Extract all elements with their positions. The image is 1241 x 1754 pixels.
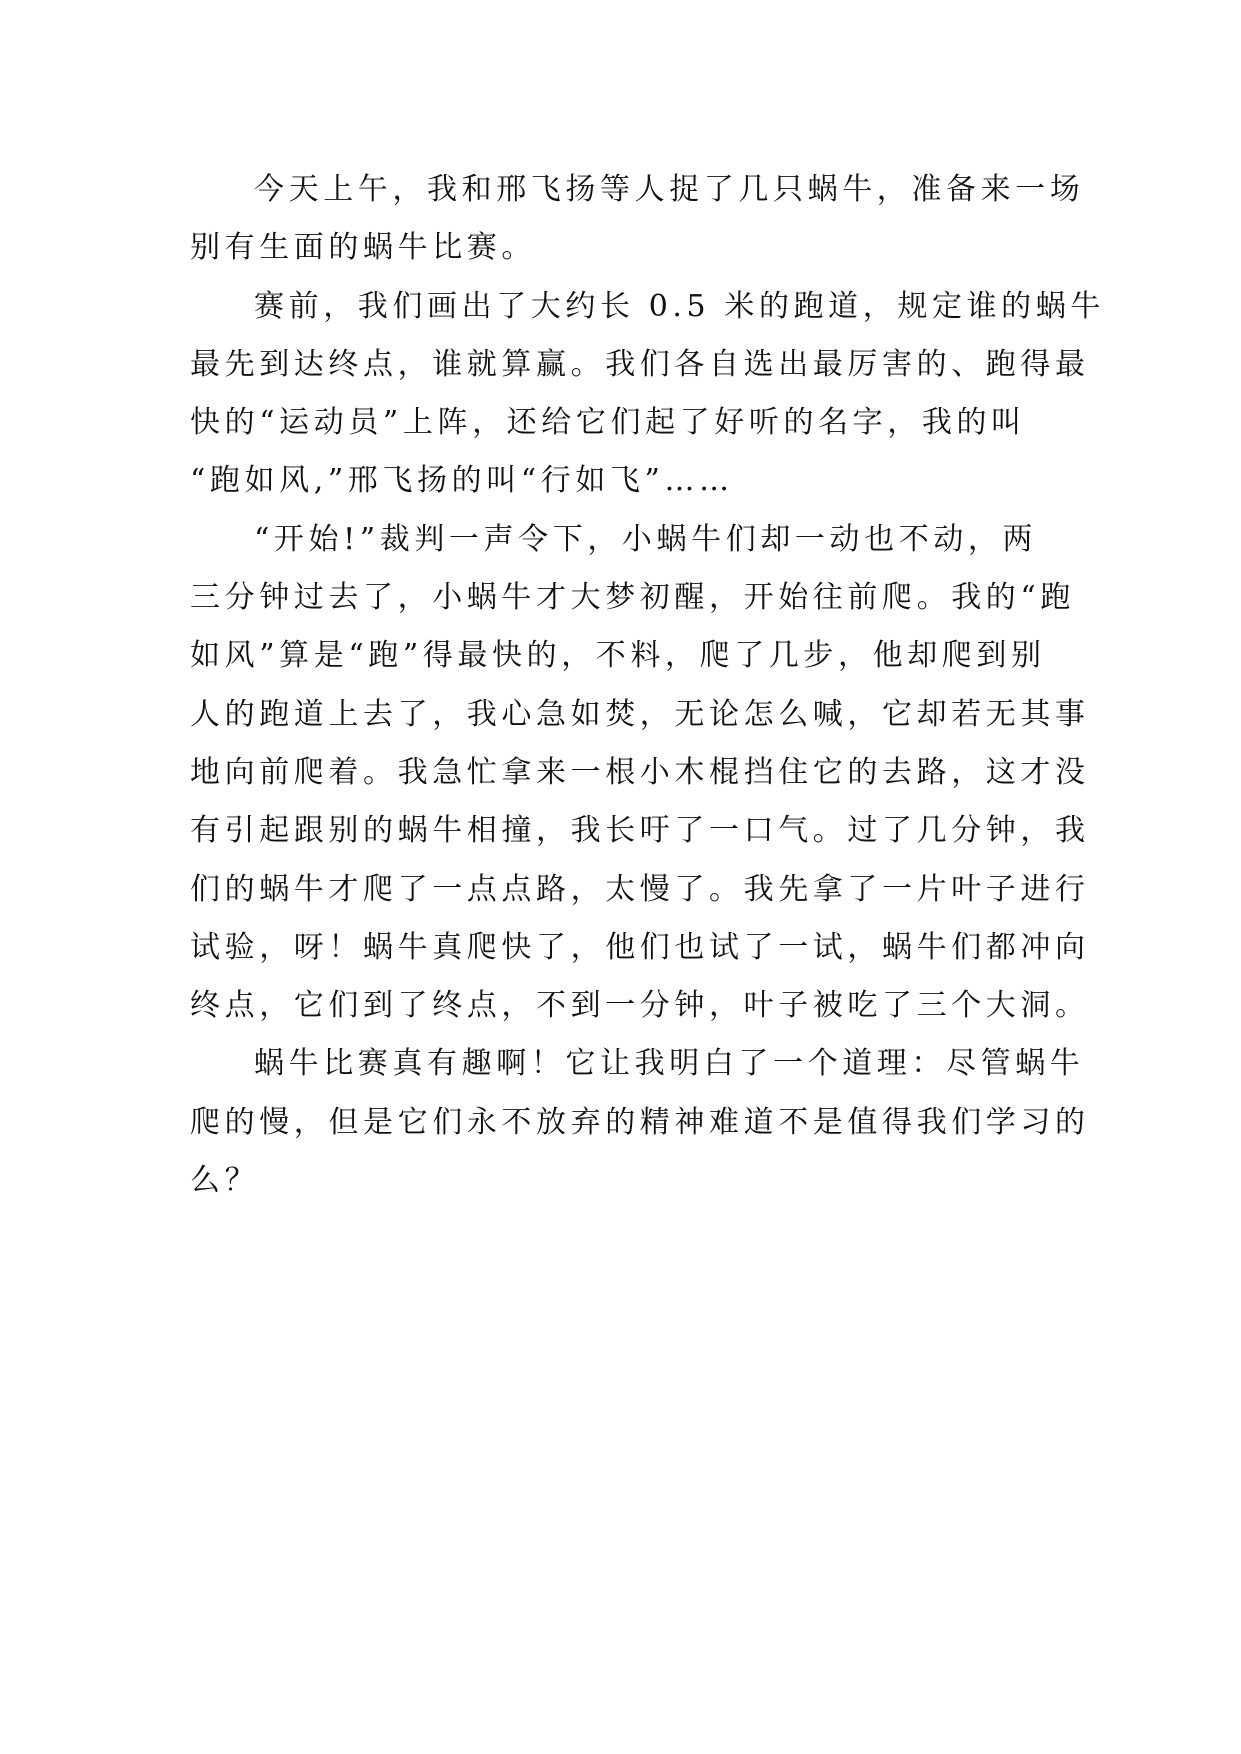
essay-line: 终点，它们到了终点，不到一分钟，叶子被吃了三个大洞。	[190, 988, 1090, 1024]
essay-line: 如风”算是“跑”得最快的，不料，爬了几步，他却爬到别	[190, 638, 1046, 674]
essay-line: 别有生面的蜗牛比赛。	[190, 230, 536, 266]
essay-line: 赛前，我们画出了大约长 0.5 米的跑道，规定谁的蜗牛	[254, 288, 1105, 324]
essay-line: 地向前爬着。我急忙拿来一根小木棍挡住它的去路，这才没	[190, 754, 1090, 790]
essay-line: 今天上午，我和邢飞扬等人捉了几只蜗牛，准备来一场	[254, 172, 1085, 207]
essay-line: “开始!”裁判一声令下，小蜗牛们却一动也不动，两	[254, 521, 1038, 557]
essay-line: 们的蜗牛才爬了一点点路，太慢了。我先拿了一片叶子进行	[190, 871, 1090, 907]
essay-line: 快的“运动员”上阵，还给它们起了好听的名字，我的叫	[190, 405, 1026, 441]
essay-line: 爬的慢，但是它们永不放弃的精神难道不是值得我们学习的	[190, 1104, 1090, 1140]
essay-line: 三分钟过去了，小蜗牛才大梦初醒，开始往前爬。我的“跑	[190, 580, 1075, 616]
essay-line: “跑如风,”邢飞扬的叫“行如飞”……	[190, 463, 734, 499]
essay-line: 试验，呀！蜗牛真爬快了，他们也试了一试，蜗牛们都冲向	[190, 929, 1090, 965]
essay-body	[190, 161, 1105, 1210]
essay-line: 有引起跟别的蜗牛相撞，我长吁了一口气。过了几分钟，我	[190, 813, 1090, 849]
essay-line: 么？	[190, 1163, 260, 1199]
essay-line: 人的跑道上去了，我心急如焚，无论怎么喊，它却若无其事	[190, 696, 1090, 732]
essay-line: 最先到达终点，谁就算赢。我们各自选出最厉害的、跑得最	[190, 346, 1090, 382]
essay-line: 蜗牛比赛真有趣啊！它让我明白了一个道理：尽管蜗牛	[254, 1046, 1085, 1082]
